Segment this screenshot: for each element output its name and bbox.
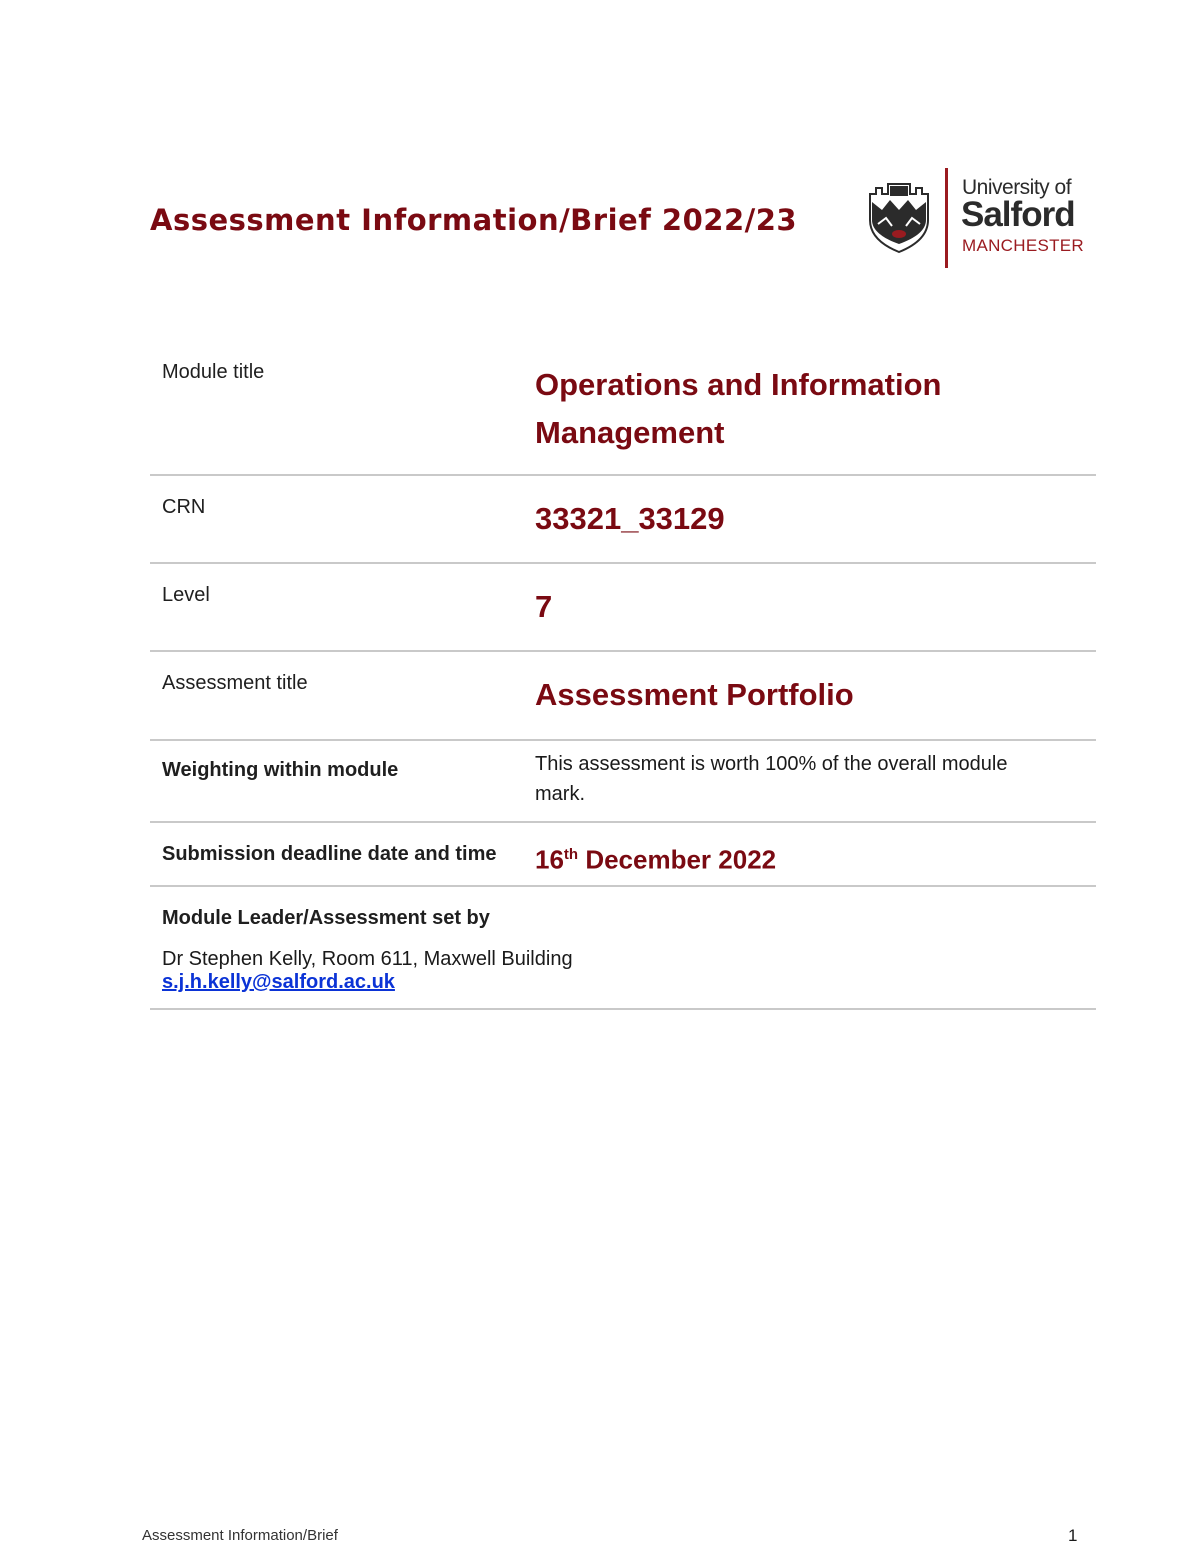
footer-text: Assessment Information/Brief [142, 1527, 338, 1544]
module-leader-email-link[interactable]: s.j.h.kelly@salford.ac.uk [162, 971, 395, 993]
module-title-label: Module title [150, 342, 535, 475]
weighting-value: This assessment is worth 100% of the overall module mark. [535, 740, 1096, 822]
table-row-weighting [150, 740, 1096, 822]
crn-value: 33321_33129 [535, 475, 1096, 563]
module-leader-name: Dr Stephen Kelly, Room 611, Maxwell Building [162, 948, 573, 970]
level-value: 7 [535, 563, 1096, 651]
table-row-module-leader [150, 886, 1096, 1009]
module-title-value: Operations and Information Management [535, 342, 1096, 475]
logo-text-salford: Salford [961, 195, 1075, 234]
logo-text-university: University of [962, 176, 1072, 199]
deadline-day: 16 [535, 844, 564, 875]
weighting-label: Weighting within module [150, 740, 535, 822]
deadline-value [535, 822, 1096, 886]
university-crest-icon [868, 180, 930, 254]
assessment-title-value: Assessment Portfolio [535, 651, 1096, 740]
page-number: 1 [1068, 1526, 1078, 1545]
module-leader-cell [150, 886, 1096, 1009]
table-row-module-title [150, 342, 1096, 475]
table-row-deadline [150, 822, 1096, 886]
crn-label: CRN [150, 475, 535, 563]
page-title: Assessment Information/Brief 2022/23 [150, 203, 798, 237]
module-leader-label: Module Leader/Assessment set by [162, 907, 490, 929]
deadline-suffix: th [563, 846, 579, 863]
table-row-crn [150, 475, 1096, 563]
deadline-label: Submission deadline date and time [150, 822, 535, 886]
university-logo [866, 166, 1085, 270]
assessment-info-table [150, 342, 1096, 1010]
table-row-level [150, 563, 1096, 651]
level-label: Level [150, 563, 535, 651]
table-row-assessment-title [150, 651, 1096, 740]
assessment-title-label: Assessment title [150, 651, 535, 740]
deadline-month-year: December 2022 [578, 844, 777, 875]
logo-divider [945, 168, 948, 268]
logo-text-manchester: MANCHESTER [962, 236, 1085, 255]
